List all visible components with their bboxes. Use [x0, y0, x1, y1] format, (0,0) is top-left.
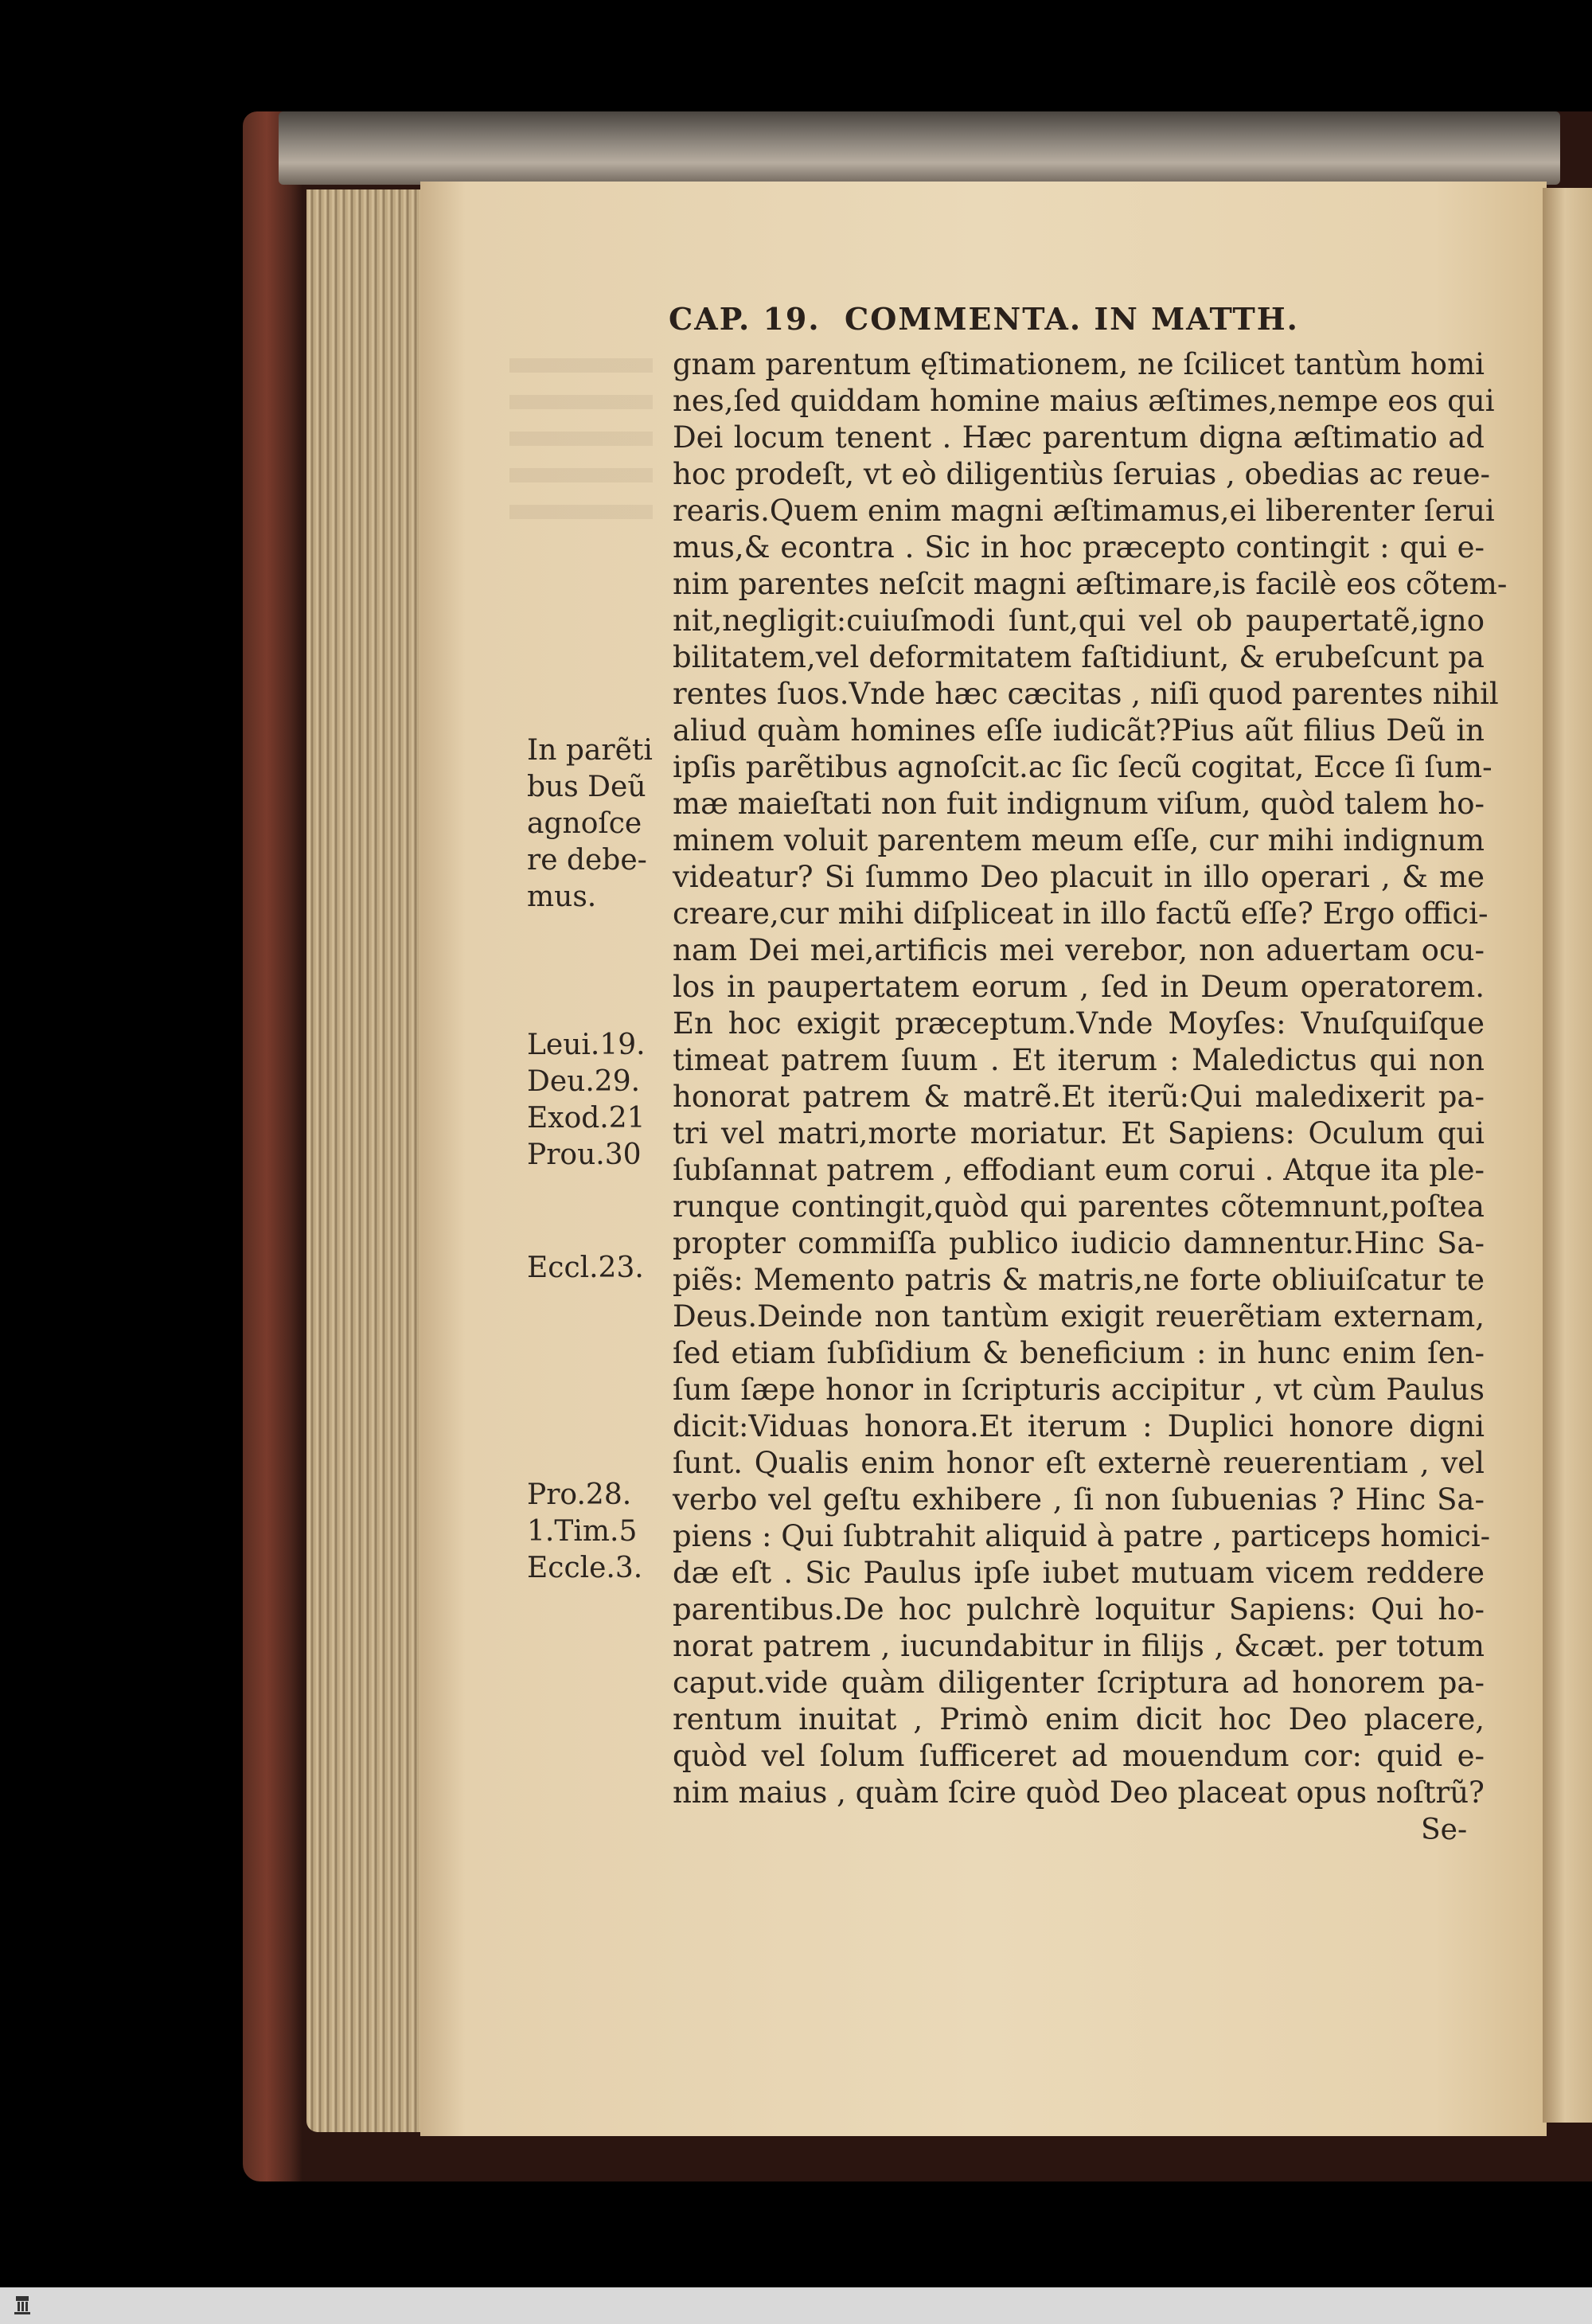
body-line: ſunt. Qualis enim honor eſt externè reuerentiam , vel: [673, 1446, 1485, 1480]
margin-note-line: re debe-: [527, 844, 647, 877]
body-line: nit,negligit:cuiuſmodi ſunt,qui vel ob paupertatẽ,igno: [673, 603, 1485, 638]
body-line: Dei locum tenent . Hæc parentum digna æſtimatio ad: [673, 420, 1485, 455]
body-line: En hoc exigit præceptum.Vnde Moyſes: Vnuſquiſque: [673, 1006, 1485, 1041]
body-line: caput.vide quàm diligenter ſcriptura ad honorem pa-: [673, 1666, 1485, 1700]
body-line: los in paupertatem eorum , ſed in Deum operatorem.: [673, 970, 1485, 1004]
margin-note-line: Pro.28.: [527, 1478, 632, 1511]
body-line: hoc prodeſt, vt eò diligentiùs ſeruias , obedias ac reue-: [673, 457, 1491, 491]
viewer-footer-bar: [0, 2287, 1592, 2324]
body-line: honorat patrem & matrẽ.Et iterũ:Qui maledixerit pa-: [673, 1080, 1485, 1114]
margin-note-line: Leui.19.: [527, 1029, 646, 1061]
book-headband: [279, 111, 1560, 185]
body-line: minem voluit parentem meum eſſe, cur mihi indignum: [673, 823, 1485, 857]
body-line: piẽs: Memento patris & matris,ne forte obliuiſcatur te: [673, 1263, 1485, 1297]
body-line: mus,& econtra . Sic in hoc præcepto contingit : qui e-: [673, 530, 1485, 564]
body-line: timeat patrem ſuum . Et iterum : Maledictus qui non: [673, 1043, 1485, 1077]
body-line: quòd vel ſolum ſufficeret ad mouendum cor: quid e-: [673, 1739, 1485, 1773]
margin-note-line: 1.Tim.5: [527, 1515, 638, 1548]
body-line: bilitatem,vel deformitatem faſtidiunt, & erubeſcunt pa: [673, 640, 1485, 674]
body-text: [673, 346, 1508, 1811]
running-head: CAP. 19. COMMENTA. IN MATTH.: [669, 301, 1299, 337]
body-line: gnam parentum ęſtimationem, ne ſcilicet tantùm homi: [673, 347, 1485, 381]
body-line: nam Dei mei,artificis mei verebor, non aduertam ocu-: [673, 933, 1485, 967]
body-line: nes,ſed quiddam homine maius æſtimes,nempe eos qui: [673, 384, 1495, 418]
body-line: nim parentes neſcit magni æſtimare,is facilè eos cõtem-: [673, 567, 1508, 601]
body-line: ſed etiam ſubſidium & beneficium : in hunc enim ſen-: [673, 1336, 1485, 1370]
body-line: mæ maieſtati non fuit indignum viſum, quòd talem ho-: [673, 787, 1485, 821]
margin-note-line: Eccl.23.: [527, 1252, 644, 1284]
body-line: ſum ſæpe honor in ſcripturis accipitur , vt cùm Paulus: [673, 1373, 1485, 1407]
body-line: ipſis parẽtibus agnoſcit.ac ſic ſecũ cogitat, Ecce ſi ſum-: [673, 750, 1492, 784]
body-line: piens : Qui ſubtrahit aliquid à patre , particeps homici-: [673, 1519, 1491, 1553]
margin-note-line: agnoſce: [527, 807, 642, 840]
body-line: parentibus.De hoc pulchrè loquitur Sapiens: Qui ho-: [673, 1592, 1485, 1627]
margin-note-line: mus.: [527, 881, 597, 913]
margin-note-line: Eccle.3.: [527, 1552, 643, 1584]
body-line: aliud quàm homines eſſe iudicãt?Pius aũt filius Deũ in: [673, 713, 1485, 748]
body-line: verbo vel geſtu exhibere , ſi non ſubuenias ? Hinc Sa-: [673, 1482, 1485, 1517]
margin-note-line: Prou.30: [527, 1139, 642, 1171]
margin-note-2: [527, 1027, 666, 1174]
page-edges: [306, 189, 422, 2132]
margin-note-line: bus Deũ: [527, 771, 646, 803]
body-line: rentum inuitat , Primò enim dicit hoc Deo placere,: [673, 1702, 1485, 1736]
body-line: rentes ſuos.Vnde hæc cæcitas , niſi quod parentes nihil: [673, 677, 1499, 711]
body-line: ſubſannat patrem , effodiant eum corui . Atque ita ple-: [673, 1153, 1485, 1187]
body-line: creare,cur mihi diſpliceat in illo factũ eſſe? Ergo offici-: [673, 896, 1489, 931]
bleed-through-shadow: [509, 358, 653, 541]
facing-page-edge: [1543, 188, 1592, 2123]
margin-note-line: Deu.29.: [527, 1065, 641, 1098]
margin-note-3: [527, 1250, 666, 1287]
margin-note-1: [527, 732, 666, 916]
body-line: dicit:Viduas honora.Et iterum : Duplici honore digni: [673, 1409, 1485, 1443]
body-line: nim maius , quàm ſcire quòd Deo placeat opus noſtrũ?: [673, 1775, 1485, 1810]
body-line: rearis.Quem enim magni æſtimamus,ei liberenter ſerui: [673, 494, 1495, 528]
margin-note-4: [527, 1477, 666, 1587]
margin-note-line: Exod.21: [527, 1102, 646, 1135]
body-line: propter commiſſa publico iudicio damnentur.Hinc Sa-: [673, 1226, 1485, 1260]
catchword: Se-: [1421, 1814, 1468, 1846]
margin-note-line: In parẽti: [527, 734, 653, 767]
body-line: Deus.Deinde non tantùm exigit reuerẽtiam externam,: [673, 1299, 1485, 1334]
body-line: dæ eſt . Sic Paulus ipſe iubet mutuam vicem reddere: [673, 1556, 1485, 1590]
body-line: tri vel matri,morte moriatur. Et Sapiens: Oculum qui: [673, 1116, 1485, 1150]
body-line: norat patrem , iucundabitur in filijs , &cæt. per totum: [673, 1629, 1485, 1663]
body-line: runque contingit,quòd qui parentes cõtemnunt,poſtea: [673, 1189, 1485, 1224]
body-line: videatur? Si ſummo Deo placuit in illo operari , & me: [673, 860, 1485, 894]
library-logo-icon: [8, 2291, 37, 2320]
